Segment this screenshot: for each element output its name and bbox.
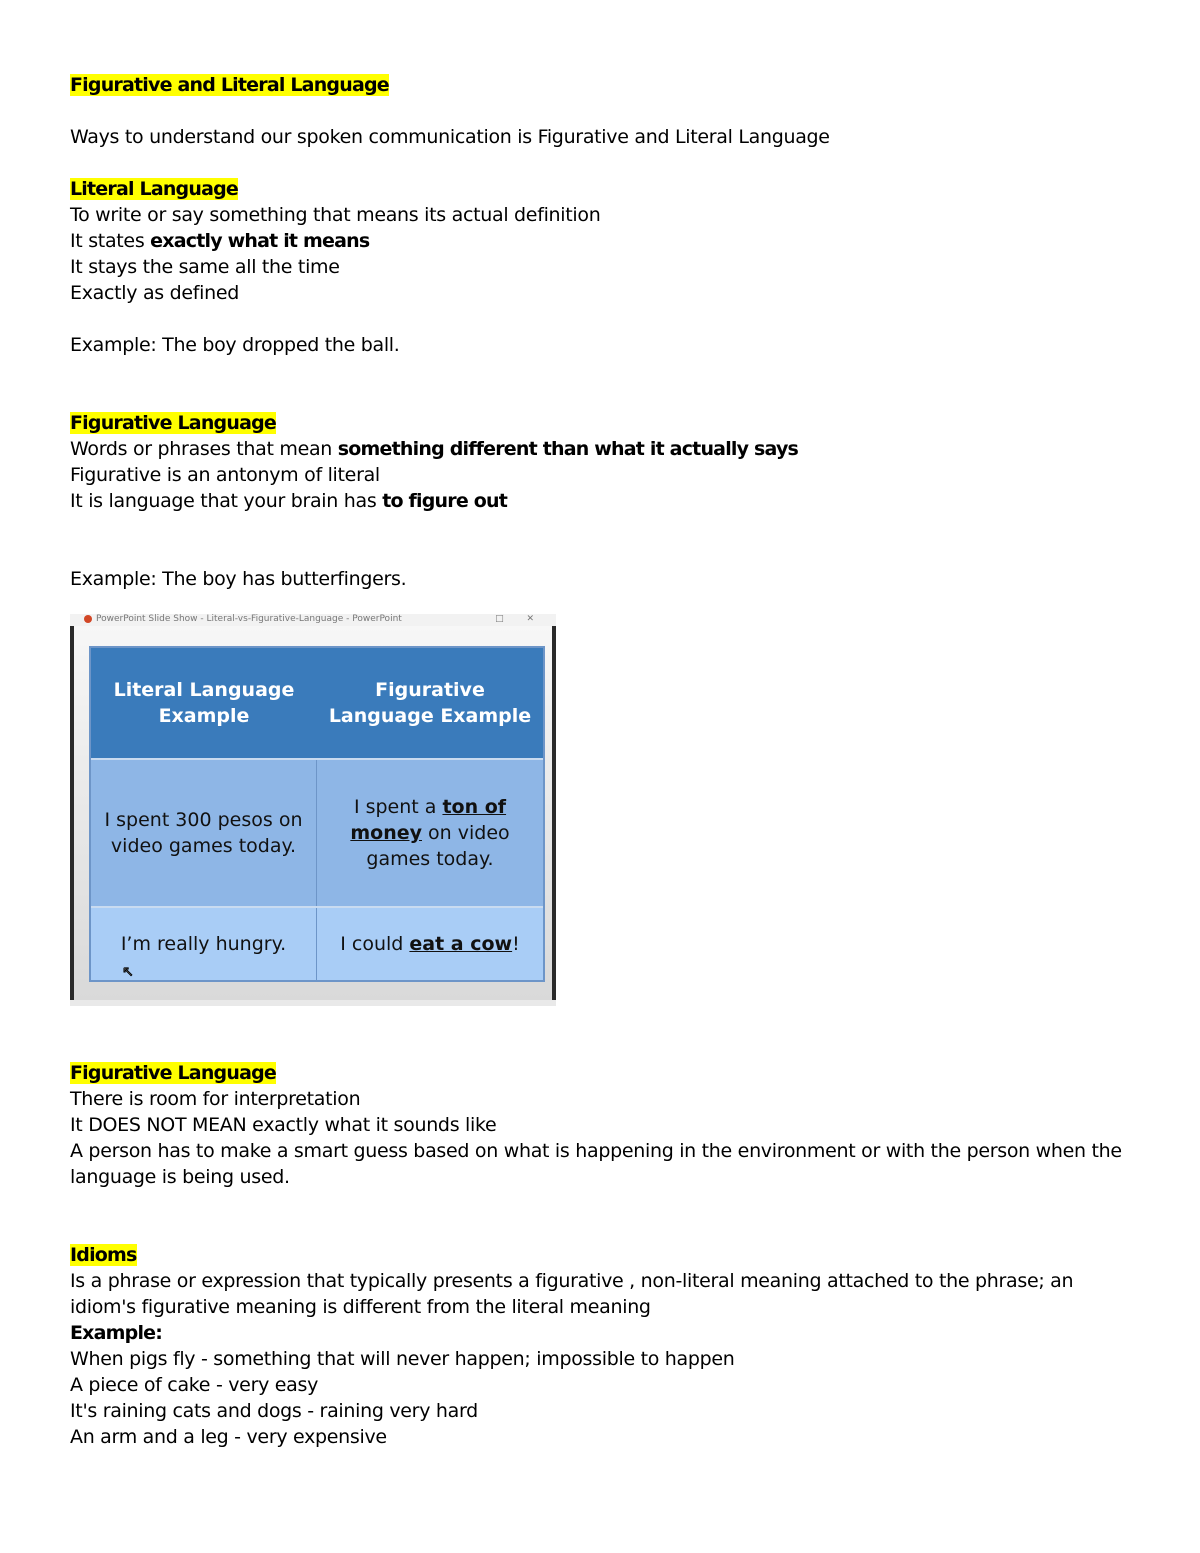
- literal-line-2: It states exactly what it means: [70, 230, 370, 252]
- figurative-bold-phrase: something different than what it actually says: [337, 438, 799, 460]
- slide-screenshot: [70, 614, 556, 1006]
- literal-example: Example: The boy dropped the ball.: [70, 334, 400, 356]
- comparison-table: [89, 646, 545, 982]
- slide-window-title: PowerPoint Slide Show - Literal-vs-Figurative-Language - PowerPoint: [96, 614, 402, 624]
- figurative2-line-3: A person has to make a smart guess based on what is happening in the environment or with the person when the language is being used.: [70, 1140, 1122, 1188]
- literal-heading: Literal Language: [70, 178, 238, 200]
- window-controls: □ ✕: [495, 614, 544, 624]
- list-item: When pigs fly - something that will never happen; impossible to happen: [70, 1348, 735, 1370]
- table-row: [91, 760, 543, 908]
- list-item: It's raining cats and dogs - raining very hard: [70, 1400, 478, 1422]
- figurative2-heading: Figurative Language: [70, 1062, 276, 1084]
- idiom-underlined: ton of money: [350, 796, 507, 844]
- figurative-line-1: Words or phrases that mean something different than what it actually says: [70, 438, 799, 460]
- idioms-example-label: Example:: [70, 1322, 163, 1344]
- literal-line-1: To write or say something that means its actual definition: [70, 204, 601, 226]
- row1-figurative: I spent a ton of money on video games today.: [350, 796, 510, 870]
- document-title: [70, 72, 389, 98]
- header-figurative: Figurative Language Example: [328, 679, 532, 727]
- figurative2-line-2: It DOES NOT MEAN exactly what it sounds like: [70, 1114, 497, 1136]
- figurative-heading: Figurative Language: [70, 412, 276, 434]
- literal-line-3: It stays the same all the time: [70, 256, 340, 278]
- mouse-cursor-icon: ↖: [122, 964, 134, 980]
- figurative2-line-1: There is room for interpretation: [70, 1088, 361, 1110]
- idioms-definition: Is a phrase or expression that typically presents a figurative , non-literal meaning attached to the phrase; an idiom's figurative meaning is different from the literal meaning: [70, 1270, 1074, 1318]
- literal-line-4: Exactly as defined: [70, 282, 240, 304]
- powerpoint-icon: [84, 615, 92, 623]
- list-item: An arm and a leg - very expensive: [70, 1426, 387, 1448]
- figurative-line-3: It is language that your brain has to figure out: [70, 490, 507, 512]
- figurative-example: Example: The boy has butterfingers.: [70, 568, 407, 590]
- figure-out-bold: to figure out: [382, 490, 507, 512]
- figurative-line-2: Figurative is an antonym of literal: [70, 464, 380, 486]
- slide-canvas: [74, 626, 552, 1000]
- table-row: [91, 908, 543, 980]
- slide-window-titlebar: [70, 614, 556, 626]
- list-item: A piece of cake - very easy: [70, 1374, 319, 1396]
- row2-figurative: I could eat a cow!: [340, 933, 520, 955]
- idioms-heading: Idioms: [70, 1244, 137, 1266]
- literal-bold-phrase: exactly what it means: [150, 230, 370, 252]
- idiom-underlined: eat a cow: [409, 933, 513, 955]
- header-literal: Literal Language Example: [113, 679, 295, 727]
- title-highlight: Figurative and Literal Language: [70, 74, 389, 96]
- intro-text: Ways to understand our spoken communication is Figurative and Literal Language: [70, 126, 830, 148]
- slide-window-bottom: [70, 1000, 556, 1006]
- table-header-row: [91, 648, 543, 760]
- row2-literal: I’m really hungry.: [91, 908, 317, 980]
- row1-literal: I spent 300 pesos on video games today.: [91, 760, 317, 906]
